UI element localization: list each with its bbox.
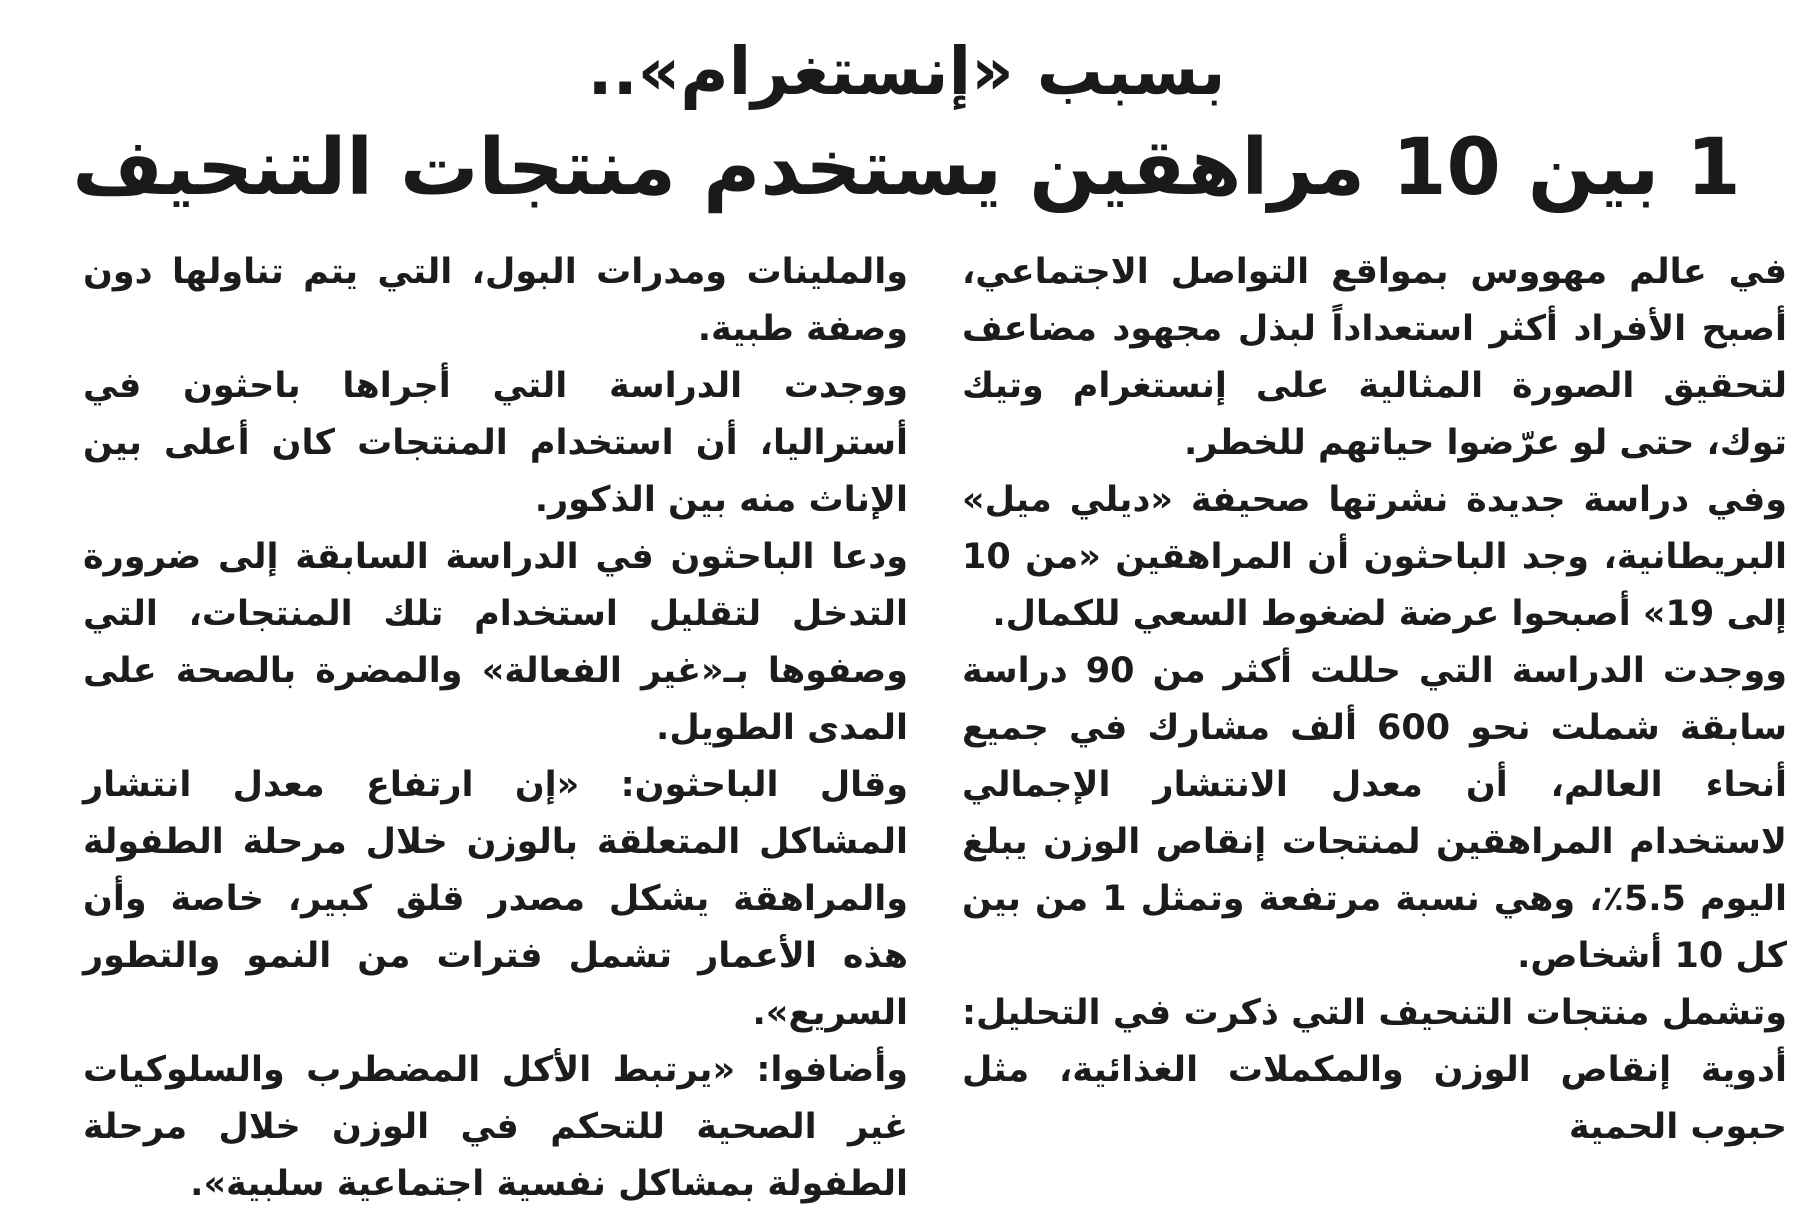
article-column-left xyxy=(83,244,908,1213)
headline xyxy=(60,26,1753,218)
paragraph: ووجدت الدراسة التي حللت أكثر من 90 دراسة سابقة شملت نحو 600 ألف مشارك في جميع أنحاء العالم، أن معدل الانتشار الإجمالي لاستخدام المراهقين لمنتجات إنقاص الوزن يبلغ اليوم 5.5٪، وهي نسبة مرتفعة وتمثل 1 من بين كل 10 أشخاص. xyxy=(962,651,1787,976)
paragraph: وفي دراسة جديدة نشرتها صحيفة «ديلي ميل» البريطانية، وجد الباحثون أن المراهقين «من 10 إلى 19» أصبحوا عرضة لضغوط السعي للكمال. xyxy=(962,480,1787,634)
headline-kicker: بسبب «إنستغرام».. xyxy=(587,33,1226,110)
article-column-right xyxy=(962,244,1787,1156)
paragraph: وقال الباحثون: «إن ارتفاع معدل انتشار المشاكل المتعلقة بالوزن خلال مرحلة الطفولة والمراهقة يشكل مصدر قلق كبير، خاصة وأن هذه الأعمار تشمل فترات من النمو والتطور السريع». xyxy=(83,765,908,1033)
paragraph: والملينات ومدرات البول، التي يتم تناولها دون وصفة طبية. xyxy=(83,252,908,349)
paragraph: وأضافوا: «يرتبط الأكل المضطرب والسلوكيات غير الصحية للتحكم في الوزن خلال مرحلة الطفولة بمشاكل نفسية اجتماعية سلبية». xyxy=(83,1050,908,1204)
headline-title: 1 بين 10 مراهقين يستخدم منتجات التنحيف xyxy=(72,123,1741,213)
paragraph: ودعا الباحثون في الدراسة السابقة إلى ضرورة التدخل لتقليل استخدام تلك المنتجات، التي وصفوها بـ«غير الفعالة» والمضرة بالصحة على المدى الطويل. xyxy=(83,537,908,748)
paragraph: ووجدت الدراسة التي أجراها باحثون في أستراليا، أن استخدام المنتجات كان أعلى بين الإناث منه بين الذكور. xyxy=(83,366,908,520)
paragraph: وتشمل منتجات التنحيف التي ذكرت في التحليل: أدوية إنقاص الوزن والمكملات الغذائية، مثل حبوب الحمية xyxy=(962,993,1787,1147)
paragraph: في عالم مهووس بمواقع التواصل الاجتماعي، أصبح الأفراد أكثر استعداداً لبذل مجهود مضاعف لتحقيق الصورة المثالية على إنستغرام وتيك توك، حتى لو عرّضوا حياتهم للخطر. xyxy=(962,252,1787,463)
